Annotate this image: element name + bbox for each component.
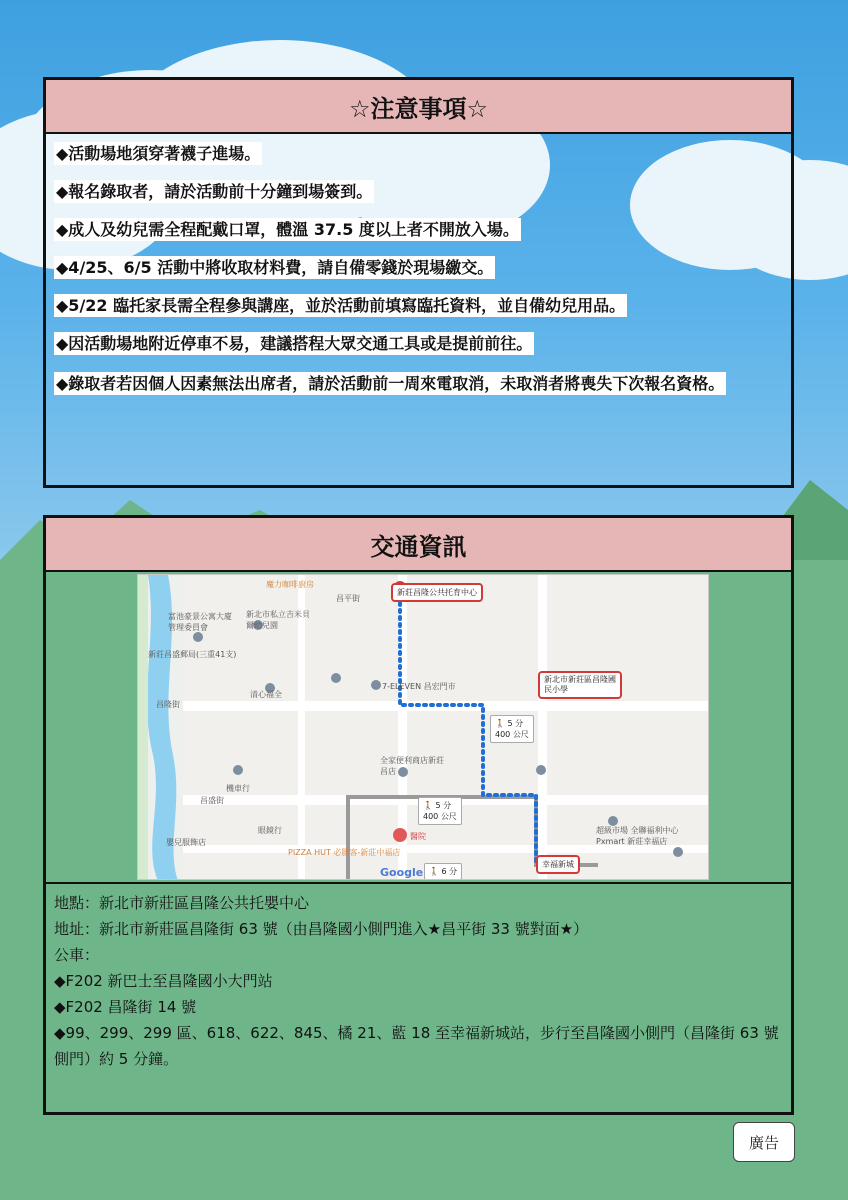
map-walk-badge-mid: 🚶 5 分 400 公尺 <box>418 797 462 825</box>
traffic-title: 交通資訊 <box>46 518 791 572</box>
map-destination-label[interactable]: 新莊昌隆公共托育中心 <box>391 583 483 602</box>
bus-line: ◆F202 新巴士至昌隆國小大門站 <box>54 972 273 990</box>
map-station-label[interactable]: 幸福新城 <box>536 855 580 874</box>
bus-line: ◆F202 昌隆街 14 號 <box>54 998 197 1016</box>
map-area <box>46 572 791 882</box>
route-map[interactable] <box>137 574 709 880</box>
traffic-info <box>46 882 791 1114</box>
map-street-label: 昌平街 <box>336 594 360 603</box>
map-place-label: PIZZA HUT 必勝客-新莊中福店 <box>288 848 401 857</box>
bus-heading: 公車： <box>54 946 100 964</box>
traffic-panel <box>43 515 794 1115</box>
map-place-label: 魔力咖啡廚房 <box>266 580 314 589</box>
map-walk-badge-top: 🚶 5 分 400 公尺 <box>490 715 534 743</box>
map-school-label[interactable]: 新北市新莊區昌隆國民小學 <box>538 671 622 699</box>
notice-item: ◆錄取者若因個人因素無法出席者，請於活動前一周來電取消，未取消者將喪失下次報名資格。 <box>56 374 725 393</box>
notice-item: ◆成人及幼兒需全程配戴口罩，體溫 37.5 度以上者不開放入場。 <box>56 220 519 239</box>
notice-item: ◆活動場地須穿著襪子進場。 <box>56 144 261 163</box>
notice-item: ◆報名錄取者，請於活動前十分鐘到場簽到。 <box>56 182 373 201</box>
map-place-label: 新北市私立吉米貝爾幼兒園 <box>246 610 310 630</box>
map-walk-badge-bottom: 🚶 6 分 <box>424 863 462 880</box>
notice-title: ☆注意事項☆ <box>46 80 791 134</box>
map-place-label: 超級市場 全聯福利中心 Pxmart 新莊幸福店 <box>596 826 679 846</box>
map-street-label: 昌盛街 <box>200 796 224 805</box>
notice-item: ◆4/25、6/5 活動中將收取材料費，請自備零錢於現場繳交。 <box>56 258 494 277</box>
map-place-label: 嬰兒服飾店 <box>166 838 206 847</box>
map-google-logo: Google <box>380 866 424 879</box>
notice-item: ◆因活動場地附近停車不易，建議搭程大眾交通工具或是提前前往。 <box>56 334 533 353</box>
map-place-label: 清心福全 <box>250 690 282 699</box>
map-street-label: 昌隆街 <box>156 700 180 709</box>
notice-list <box>46 134 791 404</box>
notice-item: ◆5/22 臨托家長需全程參與講座，並於活動前填寫臨托資料，並自備幼兒用品。 <box>56 296 626 315</box>
location-line: 地點：新北市新莊區昌隆公共托嬰中心 <box>54 894 310 912</box>
map-place-label: 眼鏡行 <box>258 826 282 835</box>
bus-line: ◆99、299、299 區、618、622、845、橘 21、藍 18 至幸福新城站，步行至昌隆國小側門（昌隆街 63 號側門）約 5 分鐘。 <box>54 1024 779 1068</box>
address-line: 地址：新北市新莊區昌隆街 63 號（由昌隆國小側門進入★昌平街 33 號對面★） <box>54 920 589 938</box>
notice-panel <box>43 77 794 488</box>
map-place-label: 富池豪景公寓大廈管理委員會 <box>168 612 232 632</box>
ad-button[interactable]: 廣告 <box>733 1122 795 1162</box>
map-place-label: 機車行 <box>226 784 250 793</box>
map-place-label: 醫院 <box>410 832 426 841</box>
map-place-label: 新莊昌盛郵局(三重41支) <box>148 650 237 659</box>
map-place-label: 7-ELEVEN 昌宏門市 <box>382 682 456 691</box>
map-place-label: 全家便利商店新莊昌店 <box>380 756 444 776</box>
